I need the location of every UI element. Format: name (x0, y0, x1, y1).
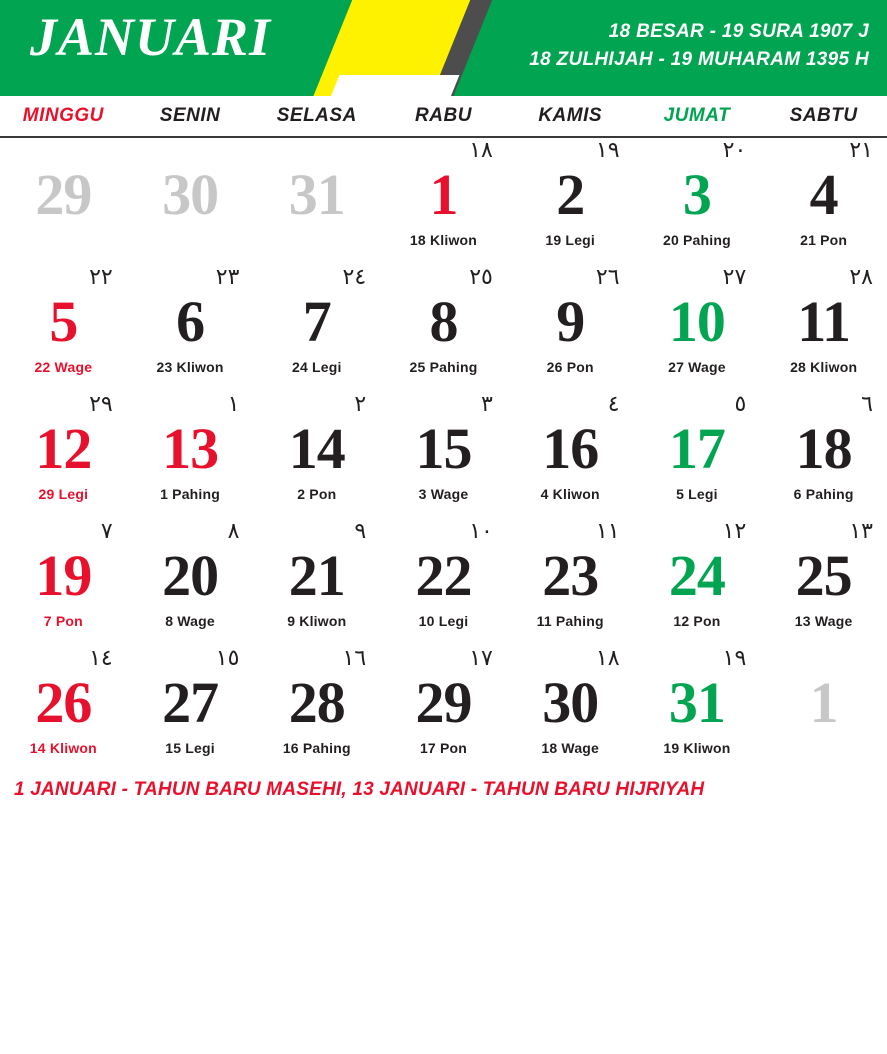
gregorian-day-number: 26 (35, 670, 92, 735)
javanese-date-range: 18 BESAR - 19 SURA 1907 J (608, 21, 869, 42)
javanese-pasaran-label: 3 Wage (418, 486, 469, 502)
javanese-pasaran-label: 18 Wage (541, 740, 600, 756)
hijri-day-number: ٢٧ (722, 265, 747, 290)
day-name-minggu: MINGGU (22, 105, 104, 126)
day-name-sabtu: SABTU (789, 105, 858, 126)
gregorian-day-number: 6 (176, 289, 205, 354)
calendar-day-cell[interactable] (760, 646, 887, 773)
javanese-pasaran-label: 25 Pahing (409, 359, 478, 375)
javanese-pasaran-label: 22 Wage (34, 359, 93, 375)
calendar-grid (0, 138, 887, 773)
day-name-jumat: JUMAT (663, 105, 731, 126)
javanese-pasaran-label: 19 Kliwon (663, 740, 731, 756)
gregorian-day-number: 30 (162, 162, 219, 227)
gregorian-day-number: 25 (795, 543, 852, 608)
hijri-day-number: ١٢ (722, 519, 747, 544)
hijri-day-number: ٢١ (849, 138, 873, 163)
hijri-day-number: ٢٠ (722, 138, 747, 163)
javanese-pasaran-label: 24 Legi (291, 359, 342, 375)
javanese-pasaran-label: 4 Kliwon (540, 486, 600, 502)
day-name-row (0, 96, 887, 138)
day-name-selasa: SELASA (276, 105, 357, 126)
gregorian-day-number: 1 (429, 162, 458, 227)
calendar-day-cell[interactable] (760, 265, 887, 392)
javanese-pasaran-label: 10 Legi (418, 613, 469, 629)
gregorian-day-number: 19 (35, 543, 92, 608)
gregorian-day-number: 2 (556, 162, 585, 227)
calendar-day-cell[interactable] (127, 519, 254, 646)
gregorian-day-number: 13 (162, 416, 219, 481)
gregorian-day-number: 7 (302, 289, 331, 354)
gregorian-day-number: 28 (288, 670, 345, 735)
calendar-day-cell[interactable] (380, 519, 507, 646)
gregorian-day-number: 21 (288, 543, 345, 608)
javanese-pasaran-label: 11 Pahing (536, 613, 604, 629)
calendar-day-cell[interactable] (380, 265, 507, 392)
javanese-pasaran-label: 28 Kliwon (790, 359, 858, 375)
hijri-day-number: ١١ (595, 519, 620, 544)
javanese-pasaran-label: 5 Legi (676, 486, 718, 502)
javanese-pasaran-label: 7 Pon (43, 613, 83, 629)
hijri-day-number: ٨ (227, 519, 240, 544)
gregorian-day-number: 29 (35, 162, 92, 227)
javanese-pasaran-label: 16 Pahing (282, 740, 351, 756)
javanese-pasaran-label: 17 Pon (419, 740, 468, 756)
hijri-day-number: ٩ (354, 519, 367, 544)
gregorian-day-number: 16 (542, 416, 599, 481)
calendar-day-cell[interactable] (760, 392, 887, 519)
calendar-day-cell[interactable] (634, 519, 761, 646)
calendar-day-cell[interactable] (253, 646, 380, 773)
hijri-day-number: ٥ (734, 392, 747, 417)
hijri-day-number: ١٩ (595, 138, 620, 163)
gregorian-day-number: 20 (162, 543, 219, 608)
calendar-day-cell[interactable] (760, 138, 887, 265)
javanese-pasaran-label: 26 Pon (546, 359, 594, 375)
gregorian-day-number: 5 (49, 289, 78, 354)
gregorian-day-number: 31 (288, 162, 345, 227)
calendar-day-cell[interactable] (127, 265, 254, 392)
gregorian-day-number: 31 (668, 670, 725, 735)
hijri-day-number: ١٤ (89, 646, 113, 671)
javanese-pasaran-label: 2 Pon (297, 486, 337, 502)
javanese-pasaran-label: 8 Wage (165, 613, 215, 629)
calendar-day-cell[interactable] (127, 646, 254, 773)
calendar-day-cell[interactable] (380, 392, 507, 519)
calendar-day-cell[interactable] (634, 646, 761, 773)
gregorian-day-number: 12 (35, 416, 92, 481)
calendar-day-cell[interactable] (0, 519, 127, 646)
calendar-day-cell[interactable] (507, 519, 634, 646)
hijri-day-number: ١٨ (469, 138, 493, 163)
hijri-day-number: ١٦ (342, 646, 367, 671)
gregorian-day-number: 8 (429, 289, 458, 354)
calendar-day-cell[interactable] (380, 646, 507, 773)
calendar-day-cell[interactable] (507, 265, 634, 392)
hijri-date-range: 18 ZULHIJAH - 19 MUHARAM 1395 H (529, 48, 869, 70)
calendar-day-cell[interactable] (634, 265, 761, 392)
day-name-senin: SENIN (159, 105, 221, 126)
javanese-pasaran-label: 6 Pahing (793, 486, 854, 502)
hijri-day-number: ١ (227, 392, 240, 417)
day-name-kamis: KAMIS (538, 105, 603, 126)
javanese-pasaran-label: 13 Wage (794, 613, 853, 629)
javanese-pasaran-label: 27 Wage (668, 359, 726, 375)
calendar-day-cell[interactable] (507, 138, 634, 265)
hijri-day-number: ٤ (607, 392, 620, 417)
hijri-day-number: ٢٦ (595, 265, 620, 290)
hijri-day-number: ١٥ (215, 646, 240, 671)
gregorian-day-number: 3 (682, 162, 711, 227)
javanese-pasaran-label: 15 Legi (165, 740, 215, 756)
javanese-pasaran-label: 20 Pahing (662, 232, 731, 248)
calendar-day-cell[interactable] (760, 519, 887, 646)
hijri-day-number: ١٠ (469, 519, 493, 544)
calendar-day-cell[interactable] (253, 392, 380, 519)
gregorian-day-number: 23 (542, 543, 599, 608)
hijri-day-number: ٢ (354, 392, 367, 417)
gregorian-day-number: 24 (668, 543, 725, 608)
gregorian-day-number: 22 (415, 543, 472, 608)
gregorian-day-number: 4 (809, 162, 838, 227)
calendar-day-cell[interactable] (507, 646, 634, 773)
calendar-day-cell[interactable] (253, 519, 380, 646)
javanese-pasaran-label: 12 Pon (673, 613, 721, 629)
hijri-day-number: ٦ (861, 392, 873, 417)
javanese-pasaran-label: 29 Legi (38, 486, 89, 502)
holiday-footnote: 1 JANUARI - TAHUN BARU MASEHI, 13 JANUARI - TAHUN BARU HIJRIYAH (14, 779, 705, 800)
month-title: JANUARI (30, 7, 272, 67)
gregorian-day-number: 10 (668, 289, 725, 354)
hijri-day-number: ١٨ (595, 646, 620, 671)
javanese-pasaran-label: 1 Pahing (160, 486, 221, 502)
hijri-day-number: ٢٣ (215, 265, 240, 290)
hijri-day-number: ٣ (481, 392, 493, 417)
javanese-pasaran-label: 19 Legi (545, 232, 596, 248)
javanese-pasaran-label: 21 Pon (800, 232, 848, 248)
hijri-day-number: ٢٤ (342, 265, 367, 290)
calendar-day-cell[interactable] (253, 265, 380, 392)
calendar-day-cell[interactable] (253, 138, 380, 265)
calendar-day-cell[interactable] (0, 646, 127, 773)
gregorian-day-number: 15 (415, 416, 472, 481)
gregorian-day-number: 9 (556, 289, 585, 354)
hijri-day-number: ١٩ (722, 646, 747, 671)
calendar-day-cell[interactable] (0, 265, 127, 392)
javanese-pasaran-label: 14 Kliwon (29, 740, 97, 756)
hijri-day-number: ١٧ (469, 646, 493, 671)
gregorian-day-number: 14 (288, 416, 345, 481)
hijri-day-number: ٢٢ (89, 265, 113, 290)
hijri-javanese-range (529, 18, 869, 73)
calendar-day-cell[interactable] (0, 392, 127, 519)
day-name-rabu: RABU (415, 105, 472, 126)
gregorian-day-number: 11 (797, 289, 851, 354)
calendar-day-cell[interactable] (507, 392, 634, 519)
calendar-day-cell[interactable] (380, 138, 507, 265)
calendar-day-cell[interactable] (127, 138, 254, 265)
gregorian-day-number: 27 (162, 670, 219, 735)
calendar-day-cell[interactable] (127, 392, 254, 519)
gregorian-day-number: 17 (668, 416, 725, 481)
hijri-day-number: ٢٩ (89, 392, 113, 417)
calendar-header (0, 0, 887, 96)
hijri-day-number: ١٣ (849, 519, 873, 544)
javanese-pasaran-label: 9 Kliwon (287, 613, 347, 629)
hijri-day-number: ٢٥ (469, 265, 493, 290)
header-notch-decoration (331, 75, 460, 96)
gregorian-day-number: 1 (809, 670, 838, 735)
javanese-pasaran-label: 18 Kliwon (409, 232, 478, 248)
gregorian-day-number: 29 (415, 670, 472, 735)
gregorian-day-number: 18 (795, 416, 852, 481)
calendar-day-cell[interactable] (0, 138, 127, 265)
calendar-day-cell[interactable] (634, 138, 761, 265)
hijri-day-number: ٧ (100, 519, 113, 544)
calendar-day-cell[interactable] (634, 392, 761, 519)
hijri-day-number: ٢٨ (849, 265, 873, 290)
gregorian-day-number: 30 (542, 670, 599, 735)
javanese-pasaran-label: 23 Kliwon (156, 359, 224, 375)
